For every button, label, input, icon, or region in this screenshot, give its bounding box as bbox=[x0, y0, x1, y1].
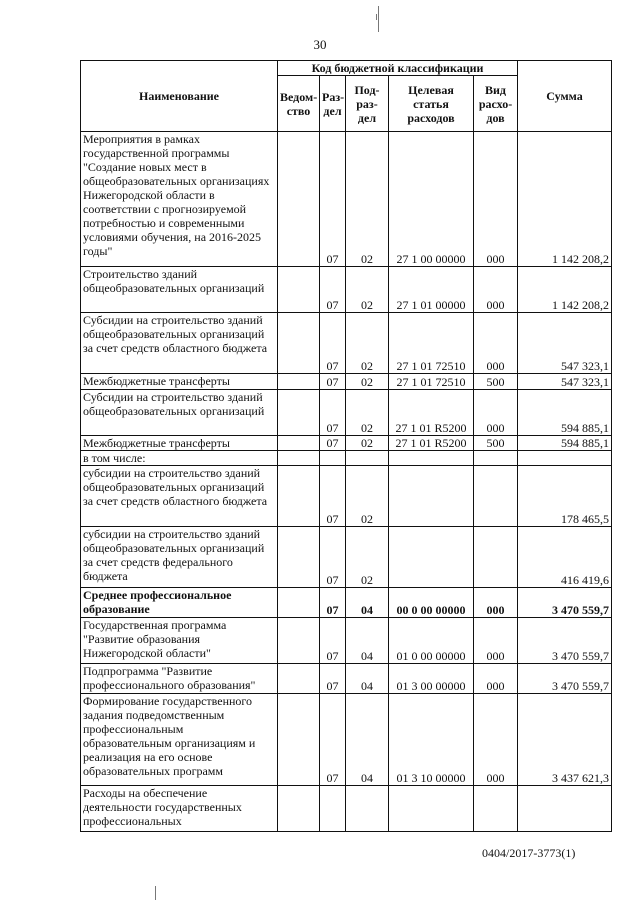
row-podrazdel: 04 bbox=[346, 664, 389, 694]
row-tselevaya bbox=[389, 451, 474, 466]
row-sum: 1 142 208,2 bbox=[518, 132, 612, 267]
row-razdel bbox=[320, 786, 346, 832]
row-podrazdel bbox=[346, 786, 389, 832]
row-name: Мероприятия в рамках государственной программы "Создание новых мест в общеобразовательных организациях Нижегородской области в соответствии с прогнозируемой потребностью и современными условиями обучения, на 2016-2025 годы" bbox=[81, 132, 278, 267]
table-row bbox=[81, 390, 612, 436]
row-podrazdel: 02 bbox=[346, 527, 389, 588]
row-vid: 500 bbox=[474, 436, 518, 451]
row-sum: 594 885,1 bbox=[518, 390, 612, 436]
header-vedomstvo: Ведом-ство bbox=[278, 76, 320, 132]
header-code-group: Код бюджетной классификации bbox=[278, 61, 518, 76]
row-tselevaya: 27 1 01 72510 bbox=[389, 374, 474, 390]
row-sum: 3 470 559,7 bbox=[518, 588, 612, 618]
row-vedomstvo bbox=[278, 694, 320, 786]
row-sum: 3 470 559,7 bbox=[518, 618, 612, 664]
row-tselevaya bbox=[389, 527, 474, 588]
row-sum: 594 885,1 bbox=[518, 436, 612, 451]
row-tselevaya: 27 1 01 R5200 bbox=[389, 390, 474, 436]
row-name: Государственная программа "Развитие образования Нижегородской области" bbox=[81, 618, 278, 664]
table-row bbox=[81, 132, 612, 267]
row-podrazdel: 02 bbox=[346, 313, 389, 374]
document-code: 0404/2017-3773(1) bbox=[482, 846, 576, 860]
row-vid: 000 bbox=[474, 313, 518, 374]
row-name: Расходы на обеспечение деятельности государственных профессиональных bbox=[81, 786, 278, 832]
budget-table bbox=[80, 60, 612, 832]
row-vid: 000 bbox=[474, 267, 518, 313]
row-podrazdel: 04 bbox=[346, 588, 389, 618]
row-razdel: 07 bbox=[320, 390, 346, 436]
row-razdel: 07 bbox=[320, 664, 346, 694]
row-vedomstvo bbox=[278, 786, 320, 832]
row-name: Подпрограмма "Развитие профессионального образования" bbox=[81, 664, 278, 694]
row-vedomstvo bbox=[278, 588, 320, 618]
row-podrazdel: 02 bbox=[346, 390, 389, 436]
row-razdel bbox=[320, 451, 346, 466]
row-podrazdel: 02 bbox=[346, 466, 389, 527]
row-vedomstvo bbox=[278, 132, 320, 267]
table-row bbox=[81, 313, 612, 374]
row-vid bbox=[474, 466, 518, 527]
row-razdel: 07 bbox=[320, 694, 346, 786]
row-vid bbox=[474, 527, 518, 588]
row-razdel: 07 bbox=[320, 618, 346, 664]
row-podrazdel: 02 bbox=[346, 374, 389, 390]
row-razdel: 07 bbox=[320, 527, 346, 588]
row-name: субсидии на строительство зданий общеобразовательных организаций за счет средств областного бюджета bbox=[81, 466, 278, 527]
row-name: Межбюджетные трансферты bbox=[81, 436, 278, 451]
table-row bbox=[81, 527, 612, 588]
table-row bbox=[81, 588, 612, 618]
row-vid: 000 bbox=[474, 588, 518, 618]
scan-mark bbox=[155, 886, 156, 900]
row-vid bbox=[474, 786, 518, 832]
row-vedomstvo bbox=[278, 374, 320, 390]
row-sum: 3 470 559,7 bbox=[518, 664, 612, 694]
row-tselevaya: 00 0 00 00000 bbox=[389, 588, 474, 618]
row-vedomstvo bbox=[278, 451, 320, 466]
row-tselevaya: 27 1 01 72510 bbox=[389, 313, 474, 374]
row-vid: 000 bbox=[474, 618, 518, 664]
row-razdel: 07 bbox=[320, 132, 346, 267]
table-row bbox=[81, 618, 612, 664]
row-vedomstvo bbox=[278, 436, 320, 451]
header-podrazdel: Под-раз-дел bbox=[346, 76, 389, 132]
row-razdel: 07 bbox=[320, 588, 346, 618]
row-podrazdel: 04 bbox=[346, 618, 389, 664]
row-vedomstvo bbox=[278, 618, 320, 664]
row-vid: 000 bbox=[474, 390, 518, 436]
row-name: в том числе: bbox=[81, 451, 278, 466]
row-podrazdel: 02 bbox=[346, 132, 389, 267]
row-vid: 000 bbox=[474, 664, 518, 694]
row-sum bbox=[518, 451, 612, 466]
scan-mark bbox=[378, 6, 379, 32]
table-row bbox=[81, 664, 612, 694]
row-name: Формирование государственного задания подведомственным профессиональным образовательным организациям и реализация на его основе образовательных программ bbox=[81, 694, 278, 786]
row-razdel: 07 bbox=[320, 267, 346, 313]
table-row bbox=[81, 374, 612, 390]
row-sum: 547 323,1 bbox=[518, 313, 612, 374]
table-row bbox=[81, 267, 612, 313]
row-tselevaya: 01 3 10 00000 bbox=[389, 694, 474, 786]
row-podrazdel: 02 bbox=[346, 267, 389, 313]
row-sum: 178 465,5 bbox=[518, 466, 612, 527]
row-sum bbox=[518, 786, 612, 832]
row-name: Субсидии на строительство зданий общеобразовательных организаций за счет средств областного бюджета bbox=[81, 313, 278, 374]
header-name: Наименование bbox=[81, 61, 278, 132]
row-razdel: 07 bbox=[320, 374, 346, 390]
row-tselevaya bbox=[389, 466, 474, 527]
row-tselevaya: 27 1 01 00000 bbox=[389, 267, 474, 313]
row-tselevaya: 27 1 01 R5200 bbox=[389, 436, 474, 451]
row-vedomstvo bbox=[278, 267, 320, 313]
row-vid: 000 bbox=[474, 694, 518, 786]
table-row bbox=[81, 436, 612, 451]
page-number: 30 bbox=[313, 37, 327, 52]
row-name: Межбюджетные трансферты bbox=[81, 374, 278, 390]
row-name: Субсидии на строительство зданий общеобразовательных организаций bbox=[81, 390, 278, 436]
row-vedomstvo bbox=[278, 313, 320, 374]
row-name: субсидии на строительство зданий общеобразовательных организаций за счет средств федерального бюджета bbox=[81, 527, 278, 588]
header-vid: Вид расхо-дов bbox=[474, 76, 518, 132]
row-sum: 547 323,1 bbox=[518, 374, 612, 390]
row-tselevaya: 01 3 00 00000 bbox=[389, 664, 474, 694]
row-vedomstvo bbox=[278, 527, 320, 588]
row-vid: 500 bbox=[474, 374, 518, 390]
row-podrazdel bbox=[346, 451, 389, 466]
row-sum: 1 142 208,2 bbox=[518, 267, 612, 313]
row-tselevaya: 27 1 00 00000 bbox=[389, 132, 474, 267]
table-row bbox=[81, 451, 612, 466]
row-tselevaya bbox=[389, 786, 474, 832]
row-razdel: 07 bbox=[320, 466, 346, 527]
header-razdel: Раз-дел bbox=[320, 76, 346, 132]
row-podrazdel: 04 bbox=[346, 694, 389, 786]
row-sum: 416 419,6 bbox=[518, 527, 612, 588]
table-row bbox=[81, 694, 612, 786]
table-row bbox=[81, 786, 612, 832]
row-razdel: 07 bbox=[320, 313, 346, 374]
row-vedomstvo bbox=[278, 466, 320, 527]
row-vid: 000 bbox=[474, 132, 518, 267]
row-sum: 3 437 621,3 bbox=[518, 694, 612, 786]
table-row bbox=[81, 466, 612, 527]
row-tselevaya: 01 0 00 00000 bbox=[389, 618, 474, 664]
row-podrazdel: 02 bbox=[346, 436, 389, 451]
row-razdel: 07 bbox=[320, 436, 346, 451]
row-vid bbox=[474, 451, 518, 466]
header-sum: Сумма bbox=[518, 61, 612, 132]
row-name: Строительство зданий общеобразовательных организаций bbox=[81, 267, 278, 313]
header-tselevaya: Целевая статья расходов bbox=[389, 76, 474, 132]
scan-mark bbox=[376, 14, 377, 20]
row-vedomstvo bbox=[278, 664, 320, 694]
row-vedomstvo bbox=[278, 390, 320, 436]
row-name: Среднее профессиональное образование bbox=[81, 588, 278, 618]
